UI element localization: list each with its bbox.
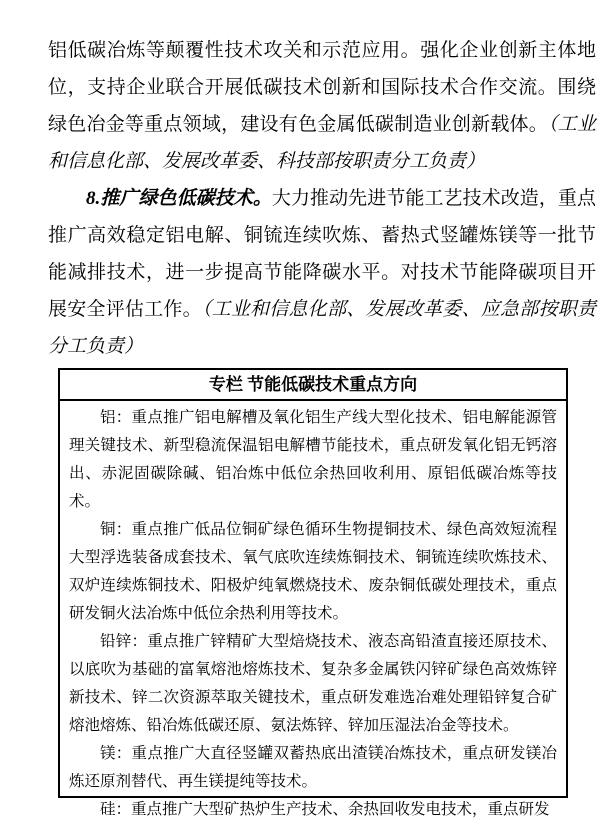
entry-label-copper: 铜： <box>100 521 132 538</box>
column-entry-lead-zinc <box>69 628 557 740</box>
paragraph-2-attribution: （工业和信息化部、发展改革委、应急部按职责分工负责） <box>48 299 596 357</box>
column-box-title: 专栏 节能低碳技术重点方向 <box>60 370 566 401</box>
entry-text-magnesium: 重点推广大直径竖罐双蓄热底出渣镁冶炼技术，重点研发镁冶炼还原剂替代、再生镁提纯等技术。 <box>69 745 557 790</box>
entry-label-aluminum: 铝： <box>100 409 132 426</box>
column-entry-aluminum <box>69 404 557 516</box>
column-entry-silicon <box>69 796 557 824</box>
entry-text-copper: 重点推广低品位铜矿绿色循环生物提铜技术、绿色高效短流程大型浮选装备成套技术、氧气底吹连续炼铜技术、铜锍连续吹炼技术、双炉连续炼铜技术、阳极炉纯氧燃烧技术、废杂铜低碳处理技术，重点研发铜火法冶炼中低位余热利用等技术。 <box>69 521 557 622</box>
paragraph-2-text: 大力推动先进节能工艺技术改造，重点推广高效稳定铝电解、铜锍连续吹炼、蓄热式竖罐炼镁等一批节能减排技术，进一步提高节能降碳水平。对技术节能降碳项目开展安全评估工作。 <box>48 188 596 320</box>
column-entry-copper <box>69 516 557 628</box>
entry-label-lead-zinc: 铅锌： <box>100 633 148 650</box>
entry-label-magnesium: 镁： <box>100 745 132 762</box>
paragraph-1-text: 铝低碳冶炼等颠覆性技术攻关和示范应用。强化企业创新主体地位，支持企业联合开展低碳技术创新和国际技术合作交流。围绕绿色冶金等重点领域，建设有色金属低碳制造业创新载体。 <box>48 40 596 135</box>
entry-text-lead-zinc: 重点推广锌精矿大型焙烧技术、液态高铅渣直接还原技术、以底吹为基础的富氧熔池熔炼技术、复杂多金属铁闪锌矿绿色高效炼锌新技术、锌二次资源萃取关键技术，重点研发难选冶难处理铅锌复合矿熔池熔炼、铅冶炼低碳还原、氨法炼锌、锌加压湿法冶金等技术。 <box>69 633 557 734</box>
column-entry-magnesium <box>69 740 557 796</box>
paragraph-1 <box>48 32 596 180</box>
entry-text-aluminum: 重点推广铝电解槽及氧化铝生产线大型化技术、铝电解能源管理关键技术、新型稳流保温铝电解槽节能技术，重点研发氧化铝无钙溶出、赤泥固碳除碱、铝冶炼中低位余热回收利用、原铝低碳冶炼等技术。 <box>69 409 557 510</box>
special-column-box <box>58 368 568 818</box>
paragraph-2-number-heading: 8.推广绿色低碳技术。 <box>86 188 272 209</box>
paragraph-2 <box>48 180 596 365</box>
column-box-body <box>60 401 566 824</box>
paragraph-1-attribution: （工业和信息化部、发展改革委、科技部按职责分工负责） <box>48 114 596 172</box>
entry-text-silicon: 重点推广大型矿热炉生产技术、余热回收发电技术，重点研发 <box>131 801 550 818</box>
entry-label-silicon: 硅： <box>100 801 132 818</box>
